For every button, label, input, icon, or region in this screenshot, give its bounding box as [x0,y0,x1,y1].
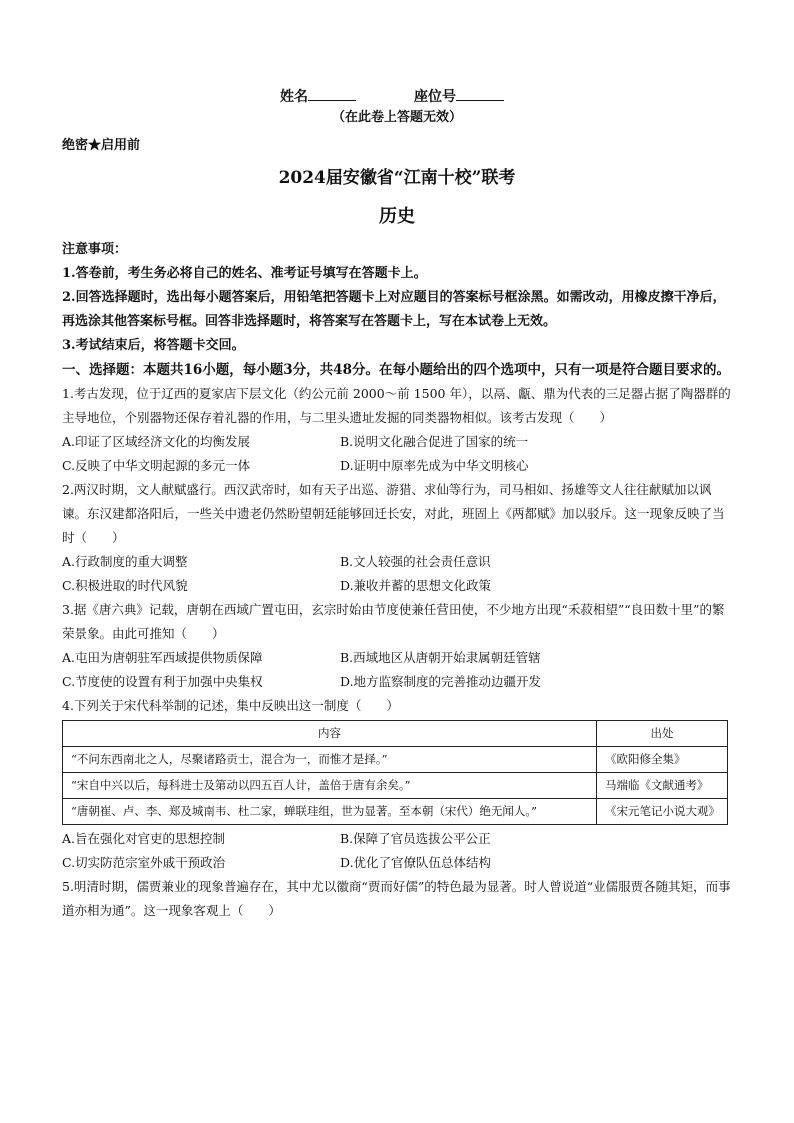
option-d: D.兼收并蓄的思想文化政策 [340,578,492,593]
options-row [62,670,732,694]
option-a: A.旨在强化对官吏的思想控制 [62,831,226,846]
options-row [62,851,732,875]
option-c: C.切实防范宗室外戚干预政治 [62,855,226,870]
exam-title: 2024届安徽省“江南十校”联考 [278,168,516,188]
table-header-content: 内容 [63,721,597,747]
option-b: B.西域地区从唐朝开始隶属朝廷管辖 [340,650,541,665]
question-stem: 4.下列关于宋代科举制的记述，集中反映出这一制度（ ） [62,698,399,713]
source-table [62,720,728,825]
table-header-row [63,721,728,747]
subject-title: 历史 [379,206,415,227]
seat-label: 座位号 [414,89,456,105]
table-cell-source: 《宋元笔记小说大观》 [597,799,728,825]
option-a: A.印证了区域经济文化的均衡发展 [62,434,251,449]
option-d: D.地方监察制度的完善推动边疆开发 [340,674,542,689]
option-a: A.屯田为唐朝驻军西域提供物质保障 [62,650,263,665]
options-row [62,430,732,454]
question-stem: 3.据《唐六典》记载，唐朝在西域广置屯田，玄宗时始由节度使兼任营田使，不少地方出现“禾菽相望”“良田数十里”的繁荣景象。由此可推知（ ） [62,602,725,641]
option-c: C.积极进取的时代风貌 [62,578,188,593]
note-item: 2.回答选择题时，选出每小题答案后，用铅笔把答题卡上对应题目的答案标号框涂黑。如需改动，用橡皮擦干净后，再选涂其他答案标号框。回答非选择题时，将答案写在答题卡上，写在本试卷上无效。 [62,290,726,329]
option-d: D.优化了官僚队伍总体结构 [340,855,492,870]
options-row [62,454,732,478]
section-title: 一、选择题：本题共16小题，每小题3分，共48分。在每小题给出的四个选项中，只有一项是符合题目要求的。 [62,362,730,378]
options-row [62,550,732,574]
note-item: 3.考试结束后，将答题卡交回。 [62,338,245,353]
option-c: C.反映了中华文明起源的多元一体 [62,458,251,473]
question-stem: 1.考古发现，位于辽西的夏家店下层文化（约公元前 2000～前 1500 年），以鬲、甗、鼎为代表的三足器占据了陶器群的主导地位，个别器物还保存着礼器的作用，与二里头遗址发掘的同类器物相似。该考古发现（ ） [62,386,731,425]
table-row [63,773,728,799]
note-item: 1.答卷前，考生务必将自己的姓名、准考证号填写在答题卡上。 [62,266,427,281]
option-b: B.保障了官员选拔公平公正 [340,831,491,846]
question-stem: 5.明清时期，儒贾兼业的现象普遍存在，其中尤以徽商“贾而好儒”的特色最为显著。时人曾说道“业儒服贾各随其矩，而事道亦相为通”。这一现象客观上（ ） [62,879,731,918]
option-b: B.文人较强的社会责任意识 [340,554,491,569]
option-a: A.行政制度的重大调整 [62,554,188,569]
name-seat-row [280,86,732,108]
options-row [62,574,732,598]
options-row [62,827,732,851]
table-row [63,799,728,825]
secret-label: 绝密★启用前 [62,138,141,153]
notes-heading: 注意事项： [62,242,128,257]
seat-blank [456,86,504,101]
notes-block [62,238,732,358]
table-cell-content: “不问东西南北之人，尽聚诸路贡士，混合为一，而惟才是择。” [63,747,597,773]
table-cell-content: “宋自中兴以后，每科进士及第动以四五百人计，盖倍于唐有余矣。” [63,773,597,799]
invalid-note: （在此卷上答题无效） [331,110,462,125]
option-d: D.证明中原率先成为中华文明核心 [340,458,529,473]
table-row [63,747,728,773]
name-label: 姓名 [280,89,308,105]
question-stem: 2.两汉时期，文人献赋盛行。西汉武帝时，如有天子出巡、游猎、求仙等行为，司马相如、扬雄等文人往往献赋加以讽谏。东汉建都洛阳后，一些关中遗老仍然盼望朝廷能够回迁长安，对此，班固上《两都赋》加以驳斥。这一现象反映了当时（ ） [62,482,725,545]
option-c: C.节度使的设置有利于加强中央集权 [62,674,263,689]
exam-page [62,86,732,923]
options-row [62,646,732,670]
name-blank [308,86,356,101]
option-b: B.说明文化融合促进了国家的统一 [340,434,529,449]
table-cell-source: 马端临《文献通考》 [597,773,728,799]
table-cell-source: 《欧阳修全集》 [597,747,728,773]
table-cell-content: “唐朝崔、卢、李、郑及城南韦、杜二家，蝉联珪组，世为显著。至本朝（宋代）绝无闻人。” [63,799,597,825]
table-header-source: 出处 [597,721,728,747]
